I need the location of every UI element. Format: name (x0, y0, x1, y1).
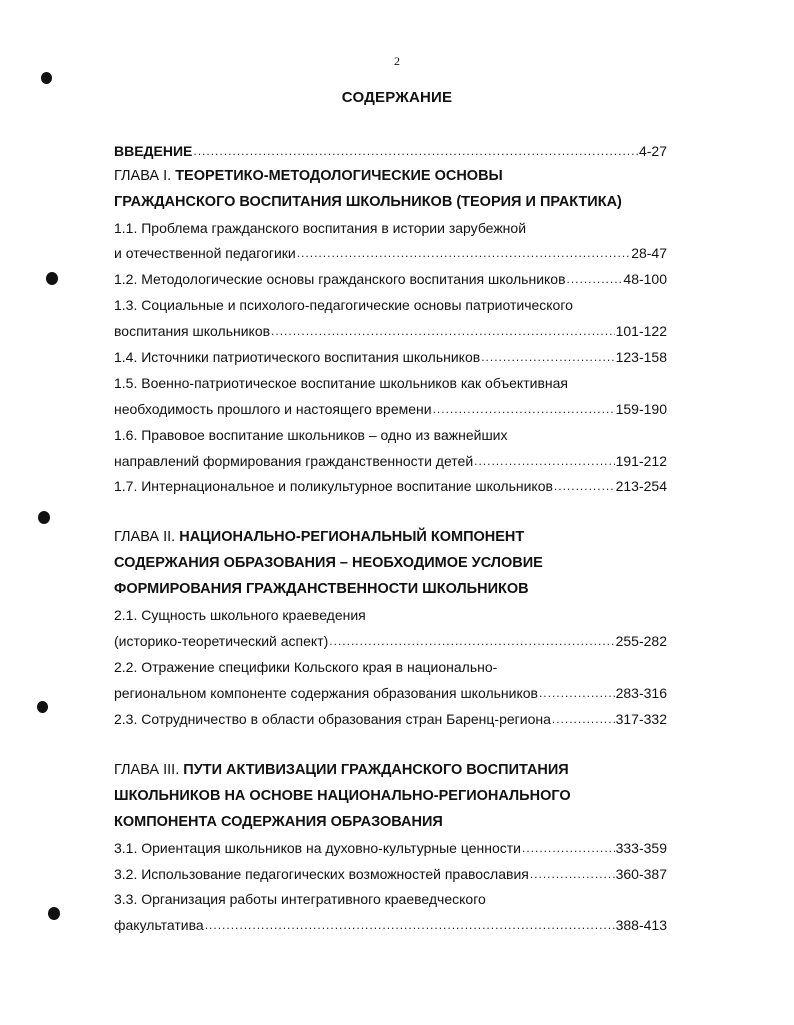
toc-leader-dots (567, 270, 623, 288)
toc-entry-2-1[interactable] (114, 606, 667, 624)
toc-entry-1-3-cont[interactable] (114, 322, 667, 340)
chapter-2-heading-cont (114, 554, 667, 572)
toc-entry-pages: 123-158 (615, 349, 667, 365)
toc-entry-2-1-cont[interactable] (114, 632, 667, 650)
chapter-3-heading-cont (114, 813, 667, 831)
toc-entry-label: направлений формирования гражданственности детей (114, 453, 474, 469)
toc-entry-pages: 101-122 (615, 323, 667, 339)
toc-entry-2-2-cont[interactable] (114, 684, 667, 702)
toc-entry-label: 3.3. Организация работы интегративного краеведческого (114, 891, 486, 907)
toc-entry-label: 1.2. Методологические основы гражданского воспитания школьников (114, 271, 566, 287)
toc-entry-1-7[interactable] (114, 477, 667, 495)
toc-entry-1-5-cont[interactable] (114, 400, 667, 418)
toc-entry-label: и отечественной педагогики (114, 245, 296, 261)
toc-entry-introduction[interactable] (114, 142, 667, 160)
toc-leader-dots (481, 348, 614, 366)
chapter-title: ГРАЖДАНСКОГО ВОСПИТАНИЯ ШКОЛЬНИКОВ (ТЕОРИЯ И ПРАКТИКА) (114, 194, 622, 210)
toc-leader-dots (193, 142, 638, 160)
toc-entry-1-6-cont[interactable] (114, 452, 667, 470)
toc-entry-1-1-cont[interactable] (114, 244, 667, 262)
binder-hole-mark (46, 272, 58, 285)
toc-leader-dots (433, 400, 615, 418)
toc-entry-label: 2.1. Сущность школьного краеведения (114, 607, 366, 623)
binder-hole-mark (48, 907, 60, 920)
toc-entry-3-1[interactable] (114, 839, 667, 857)
chapter-prefix: ГЛАВА II. (114, 529, 176, 545)
toc-leader-dots (271, 322, 615, 340)
toc-leader-dots (522, 839, 615, 857)
toc-entry-pages: 388-413 (615, 917, 667, 933)
toc-entry-1-5[interactable] (114, 374, 667, 392)
toc-entry-3-3-cont[interactable] (114, 916, 667, 934)
toc-entry-label: факультатива (114, 917, 204, 933)
chapter-title: НАЦИОНАЛЬНО-РЕГИОНАЛЬНЫЙ КОМПОНЕНТ (179, 529, 525, 545)
chapter-title: ФОРМИРОВАНИЯ ГРАЖДАНСТВЕННОСТИ ШКОЛЬНИКОВ (114, 581, 529, 597)
chapter-prefix: ГЛАВА III. (114, 762, 180, 778)
chapter-1-heading[interactable] (114, 167, 667, 185)
toc-entry-1-2[interactable] (114, 270, 667, 288)
chapter-2-heading-cont (114, 580, 667, 598)
toc-leader-dots (554, 477, 615, 495)
toc-entry-pages: 4-27 (638, 143, 667, 159)
toc-leader-dots (205, 916, 615, 934)
binder-hole-mark (37, 701, 48, 713)
toc-entry-3-3[interactable] (114, 890, 667, 908)
toc-entry-label: 1.4. Источники патриотического воспитания школьников (114, 349, 481, 365)
chapter-title: ШКОЛЬНИКОВ НА ОСНОВЕ НАЦИОНАЛЬНО-РЕГИОНАЛЬНОГО (114, 788, 571, 804)
chapter-3-heading-cont (114, 787, 667, 805)
toc-entry-label: (историко-теоретический аспект) (114, 633, 329, 649)
chapter-title: ПУТИ АКТИВИЗАЦИИ ГРАЖДАНСКОГО ВОСПИТАНИЯ (183, 762, 569, 778)
toc-entry-label: 1.7. Интернациональное и поликультурное воспитание школьников (114, 478, 553, 494)
toc-entry-label: ВВЕДЕНИЕ (114, 143, 193, 159)
toc-entry-pages: 159-190 (615, 401, 667, 417)
toc-leader-dots (329, 632, 614, 650)
toc-entry-pages: 213-254 (615, 478, 667, 494)
toc-entry-pages: 28-47 (631, 245, 667, 261)
toc-leader-dots (530, 865, 615, 883)
toc-entry-label: воспитания школьников (114, 323, 271, 339)
toc-entry-label: 2.3. Сотрудничество в области образования стран Баренц-региона (114, 711, 551, 727)
toc-entry-2-3[interactable] (114, 710, 667, 728)
toc-entry-1-1[interactable] (114, 219, 667, 237)
toc-entry-label: 1.3. Социальные и психолого-педагогические основы патриотического (114, 297, 573, 313)
toc-leader-dots (297, 244, 630, 262)
chapter-title: СОДЕРЖАНИЯ ОБРАЗОВАНИЯ – НЕОБХОДИМОЕ УСЛОВИЕ (114, 555, 543, 571)
toc-entry-label: 3.2. Использование педагогических возможностей православия (114, 866, 529, 882)
toc-entry-label: необходимость прошлого и настоящего времени (114, 401, 432, 417)
toc-entry-label: региональном компоненте содержания образования школьников (114, 685, 538, 701)
toc-entry-1-3[interactable] (114, 296, 667, 314)
toc-entry-pages: 317-332 (615, 711, 667, 727)
page-number: 2 (394, 54, 400, 68)
toc-entry-label: 1.1. Проблема гражданского воспитания в истории зарубежной (114, 220, 527, 236)
chapter-2-heading[interactable] (114, 528, 667, 546)
toc-entry-label: 2.2. Отражение специфики Кольского края в национально- (114, 659, 498, 675)
toc-entry-label: 3.1. Ориентация школьников на духовно-культурные ценности (114, 840, 521, 856)
toc-entry-pages: 360-387 (615, 866, 667, 882)
toc-entry-pages: 191-212 (615, 453, 667, 469)
toc-entry-2-2[interactable] (114, 658, 667, 676)
toc-entry-label: 1.6. Правовое воспитание школьников – одно из важнейших (114, 427, 508, 443)
toc-entry-pages: 333-359 (615, 840, 667, 856)
chapter-prefix: ГЛАВА I. (114, 168, 172, 184)
toc-entry-pages: 255-282 (615, 633, 667, 649)
toc-entry-pages: 283-316 (615, 685, 667, 701)
toc-leader-dots (539, 684, 615, 702)
chapter-1-heading-cont (114, 193, 667, 211)
toc-leader-dots (474, 452, 614, 470)
page-title: СОДЕРЖАНИЕ (341, 89, 453, 106)
chapter-3-heading[interactable] (114, 761, 667, 779)
toc-entry-1-4[interactable] (114, 348, 667, 366)
chapter-title: КОМПОНЕНТА СОДЕРЖАНИЯ ОБРАЗОВАНИЯ (114, 814, 443, 830)
binder-hole-mark (41, 72, 52, 84)
binder-hole-mark (38, 511, 50, 524)
toc-entry-pages: 48-100 (623, 271, 667, 287)
toc-entry-3-2[interactable] (114, 865, 667, 883)
toc-entry-1-6[interactable] (114, 426, 667, 444)
toc-entry-label: 1.5. Военно-патриотическое воспитание школьников как объективная (114, 375, 568, 391)
toc-leader-dots (552, 710, 615, 728)
chapter-title: ТЕОРЕТИКО-МЕТОДОЛОГИЧЕСКИЕ ОСНОВЫ (175, 168, 503, 184)
